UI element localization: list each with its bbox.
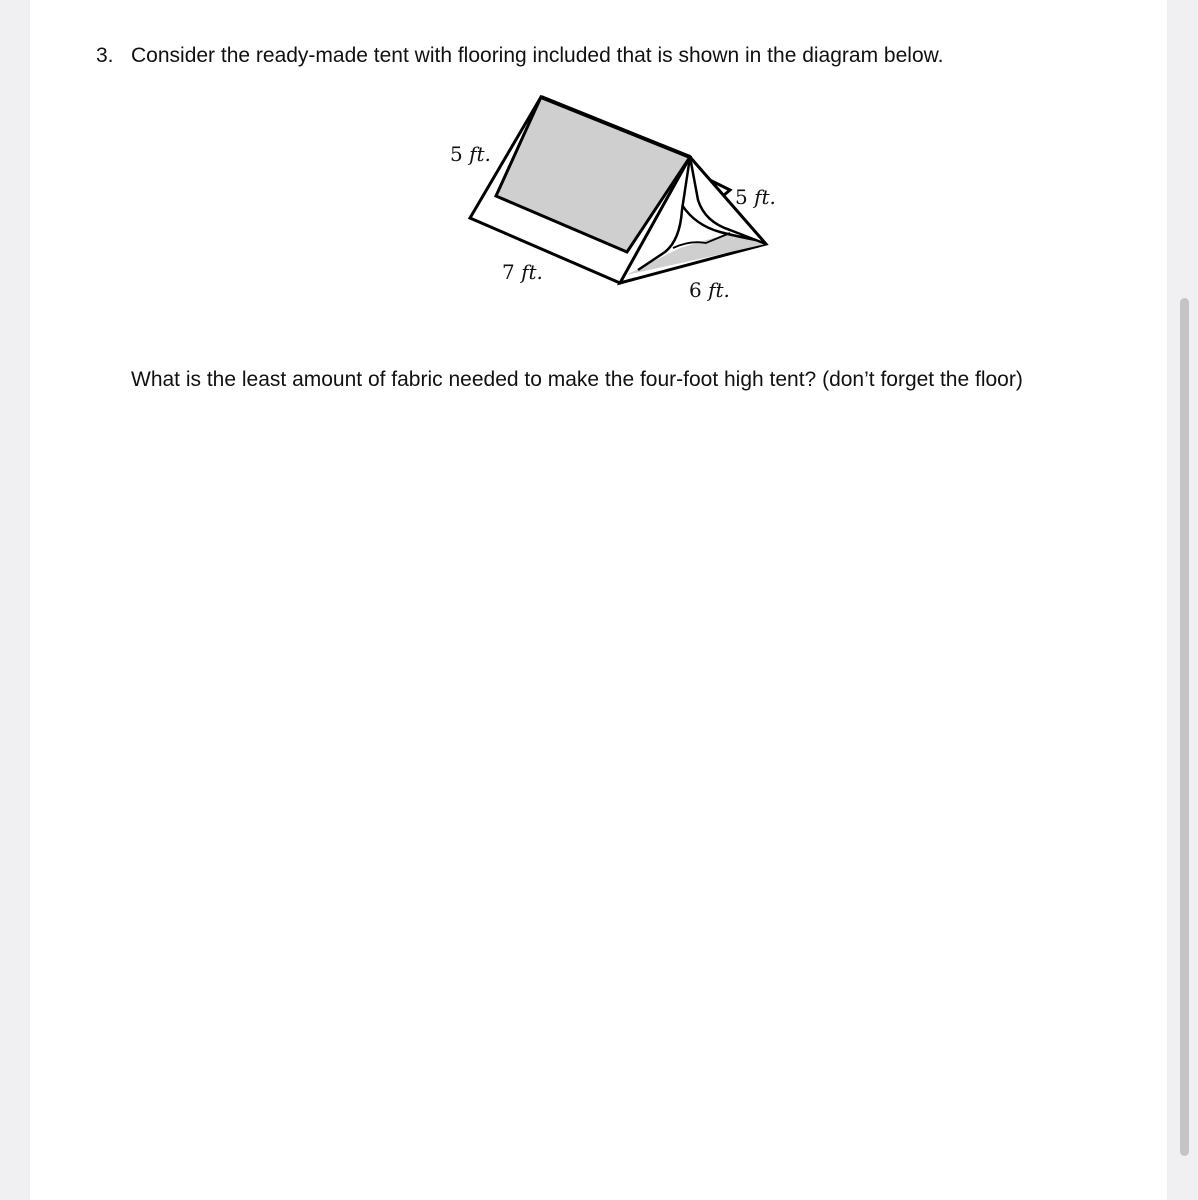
question-text: Consider the ready-made tent with flooring included that is shown in the diagram below. <box>131 44 944 67</box>
tent-diagram <box>30 0 1167 340</box>
label-base: 6 ft. <box>689 278 730 302</box>
document-page <box>30 0 1167 1200</box>
label-roof-slant: 5 ft. <box>450 142 491 166</box>
label-front-slant: 5 ft. <box>735 185 776 209</box>
scrollbar-thumb[interactable] <box>1180 298 1189 1156</box>
label-length: 7 ft. <box>502 260 543 284</box>
question-prompt: What is the least amount of fabric needed to make the four-foot high tent? (don’t forget the floor) <box>131 368 1023 391</box>
question-number: 3. <box>96 44 114 67</box>
